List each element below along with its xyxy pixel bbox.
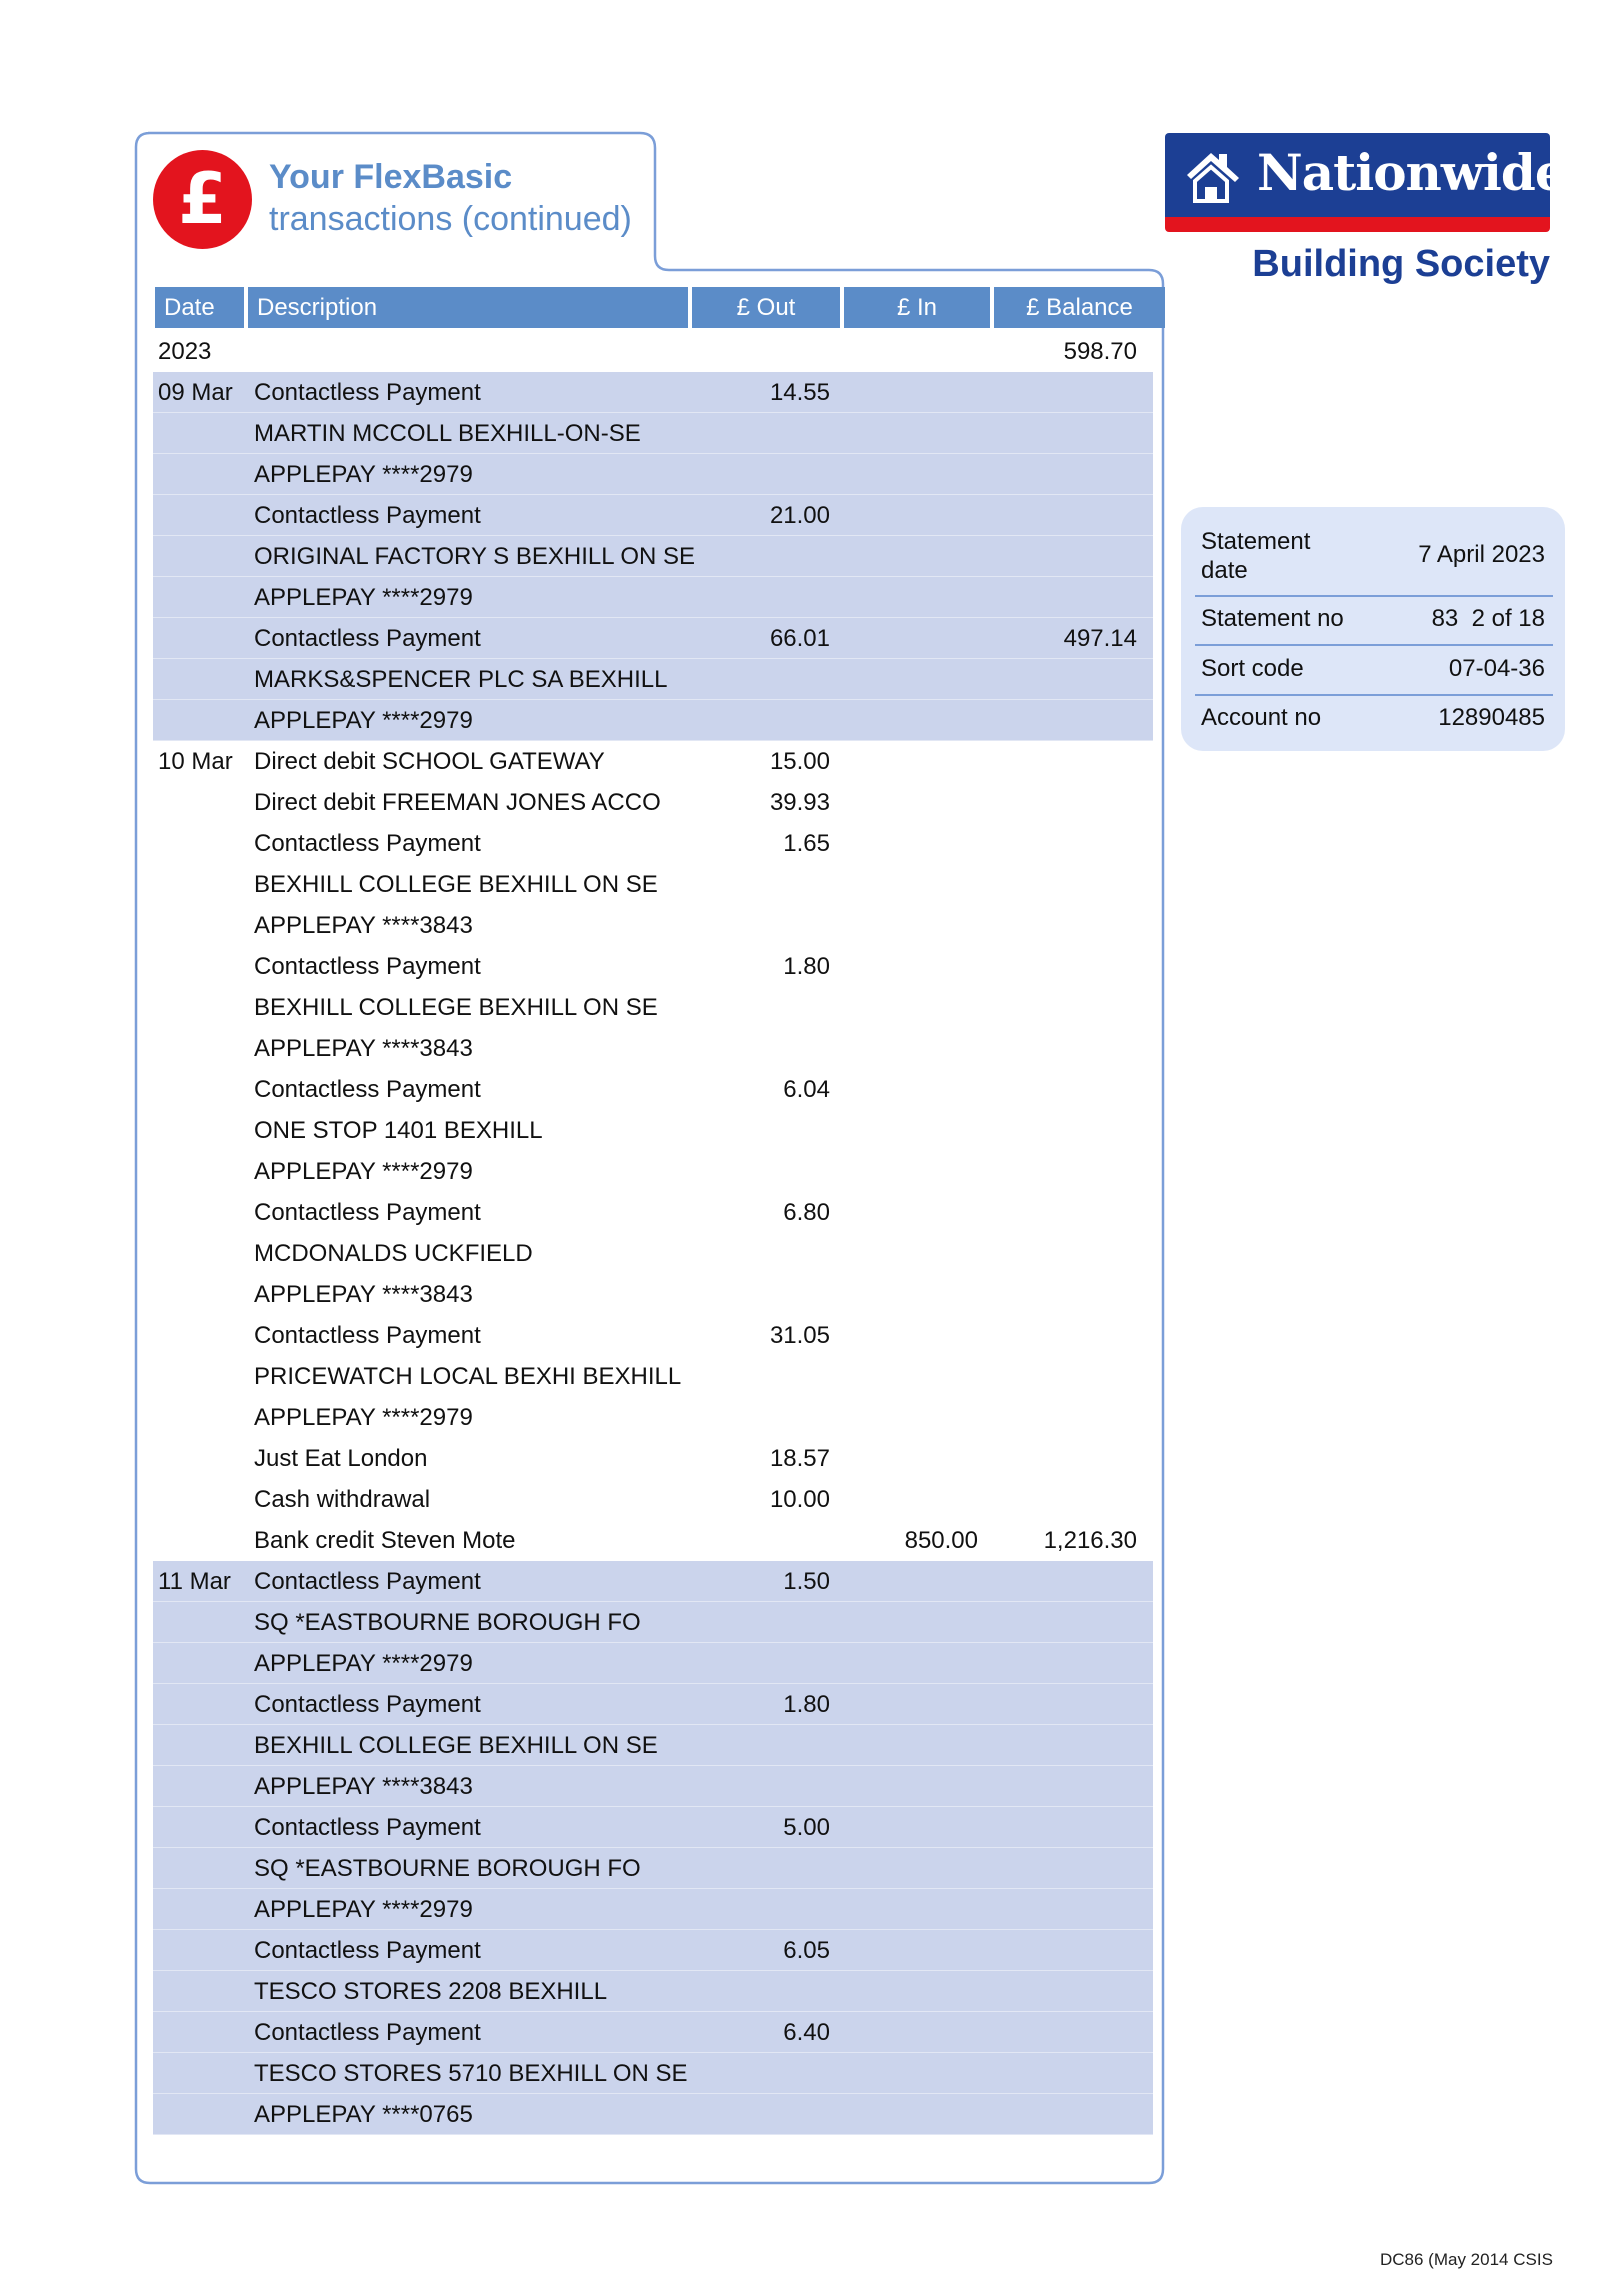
table-row (153, 413, 1153, 454)
out-amount-cell: 10.00 (769, 1486, 830, 1513)
description-cell: APPLEPAY ****2979 (254, 1158, 473, 1185)
table-row (153, 1602, 1153, 1643)
table-row (153, 659, 1153, 700)
column-header-in: £ In (844, 287, 990, 328)
description-cell: APPLEPAY ****2979 (254, 1896, 473, 1923)
balance-cell: 497.14 (1063, 625, 1137, 652)
house-shield-icon (1181, 145, 1245, 209)
description-cell: SQ *EASTBOURNE BOROUGH FO (254, 1855, 641, 1882)
logo-wordmark: Nationwide (1257, 143, 1566, 202)
out-amount-cell: 14.55 (769, 379, 830, 406)
account-no-value: 12890485 (1438, 704, 1545, 731)
description-cell: Contactless Payment (254, 1814, 481, 1841)
description-cell: MARTIN MCCOLL BEXHILL-ON-SE (254, 420, 641, 447)
description-cell: APPLEPAY ****3843 (254, 1281, 473, 1308)
description-cell: APPLEPAY ****2979 (254, 461, 473, 488)
summary-row-statement-no (1201, 605, 1553, 637)
pound-icon: £ (153, 150, 252, 249)
out-amount-cell: 15.00 (769, 748, 830, 775)
date-cell: 2023 (158, 338, 212, 365)
description-cell: APPLEPAY ****2979 (254, 707, 473, 734)
table-row (153, 1151, 1153, 1192)
table-row (153, 2094, 1153, 2135)
description-cell: Contactless Payment (254, 953, 481, 980)
description-cell: Contactless Payment (254, 1076, 481, 1103)
description-cell: Contactless Payment (254, 1691, 481, 1718)
summary-label (1201, 527, 1310, 585)
balance-cell: 1,216.30 (1043, 1527, 1137, 1554)
out-amount-cell: 39.93 (769, 789, 830, 816)
table-row (153, 1397, 1153, 1438)
description-cell: Contactless Payment (254, 830, 481, 857)
account-no-label: Account no (1201, 704, 1322, 731)
summary-row-statement-date (1201, 527, 1553, 587)
description-cell: APPLEPAY ****2979 (254, 1650, 473, 1677)
summary-row-account-no (1201, 704, 1553, 736)
table-row (153, 1356, 1153, 1397)
description-cell: Contactless Payment (254, 2019, 481, 2046)
table-row (153, 1520, 1153, 1561)
out-amount-cell: 21.00 (769, 502, 830, 529)
nationwide-logo (1165, 133, 1566, 285)
description-cell: APPLEPAY ****3843 (254, 1035, 473, 1062)
statement-summary (1181, 507, 1565, 751)
table-row (153, 577, 1153, 618)
table-row (153, 905, 1153, 946)
description-cell: MARKS&SPENCER PLC SA BEXHILL (254, 666, 668, 693)
table-row (153, 1233, 1153, 1274)
date-cell: 10 Mar (158, 748, 233, 775)
description-cell: Contactless Payment (254, 625, 481, 652)
table-row (153, 372, 1153, 413)
out-amount-cell: 1.65 (783, 830, 830, 857)
description-cell: Just Eat London (254, 1445, 428, 1472)
description-cell: Contactless Payment (254, 379, 481, 406)
out-amount-cell: 66.01 (769, 625, 830, 652)
description-cell: Direct debit SCHOOL GATEWAY (254, 748, 605, 775)
table-row (153, 1643, 1153, 1684)
summary-divider (1195, 595, 1553, 597)
table-row (153, 1192, 1153, 1233)
description-cell: Contactless Payment (254, 1937, 481, 1964)
logo-subtitle: Building Society (1252, 243, 1550, 285)
column-header-description: Description (248, 287, 688, 328)
out-amount-cell: 18.57 (769, 1445, 830, 1472)
title-line-2: transactions (continued) (269, 200, 632, 238)
description-cell: SQ *EASTBOURNE BOROUGH FO (254, 1609, 641, 1636)
description-cell: APPLEPAY ****2979 (254, 584, 473, 611)
table-row (153, 1479, 1153, 1520)
description-cell: Contactless Payment (254, 502, 481, 529)
table-row (153, 331, 1153, 372)
balance-cell: 598.70 (1063, 338, 1137, 365)
table-row (153, 782, 1153, 823)
table-row (153, 1725, 1153, 1766)
summary-divider (1195, 644, 1553, 646)
description-cell: ONE STOP 1401 BEXHILL (254, 1117, 543, 1144)
table-row (153, 618, 1153, 659)
description-cell: ORIGINAL FACTORY S BEXHILL ON SE (254, 543, 696, 570)
column-header-balance: £ Balance (994, 287, 1165, 328)
table-row (153, 454, 1153, 495)
description-cell: MCDONALDS UCKFIELD (254, 1240, 533, 1267)
statement-date-label-line1: Statement (1201, 528, 1311, 555)
description-cell: PRICEWATCH LOCAL BEXHI BEXHILL (254, 1363, 682, 1390)
table-row (153, 1110, 1153, 1151)
sort-code-value: 07-04-36 (1448, 655, 1545, 682)
description-cell: APPLEPAY ****0765 (254, 2101, 473, 2128)
column-header-out: £ Out (692, 287, 840, 328)
description-cell: Contactless Payment (254, 1199, 481, 1226)
out-amount-cell: 6.40 (783, 2019, 830, 2046)
table-row (153, 1684, 1153, 1725)
table-row (153, 495, 1153, 536)
title-line-1: Your FlexBasic (269, 158, 513, 196)
sort-code-label: Sort code (1201, 655, 1304, 682)
table-row (153, 741, 1153, 782)
out-amount-cell: 31.05 (769, 1322, 830, 1349)
table-row (153, 700, 1153, 741)
table-row (153, 1028, 1153, 1069)
table-row (153, 1930, 1153, 1971)
in-amount-cell: 850.00 (904, 1527, 978, 1554)
description-cell: BEXHILL COLLEGE BEXHILL ON SE (254, 994, 658, 1021)
table-row (153, 2053, 1153, 2094)
description-cell: APPLEPAY ****3843 (254, 912, 473, 939)
summary-row-sort-code (1201, 655, 1553, 687)
table-row (153, 1315, 1153, 1356)
description-cell: Contactless Payment (254, 1568, 481, 1595)
table-row (153, 823, 1153, 864)
description-cell: BEXHILL COLLEGE BEXHILL ON SE (254, 1732, 658, 1759)
table-row (153, 1807, 1153, 1848)
description-cell: Bank credit Steven Mote (254, 1527, 516, 1554)
table-row (153, 1561, 1153, 1602)
statement-no-value: 83 2 of 18 (1431, 605, 1545, 632)
date-cell: 09 Mar (158, 379, 233, 406)
description-cell: Contactless Payment (254, 1322, 481, 1349)
table-row (153, 2012, 1153, 2053)
column-header-date: Date (155, 287, 244, 328)
logo-red-stripe (1165, 217, 1550, 232)
out-amount-cell: 6.04 (783, 1076, 830, 1103)
description-cell: BEXHILL COLLEGE BEXHILL ON SE (254, 871, 658, 898)
description-cell: Cash withdrawal (254, 1486, 431, 1513)
form-code: DC86 (May 2014 CSIS (1380, 2250, 1553, 2269)
statement-date-value: 7 April 2023 (1418, 541, 1545, 568)
table-row (153, 1274, 1153, 1315)
table-row (153, 1069, 1153, 1110)
description-cell: TESCO STORES 5710 BEXHILL ON SE (254, 2060, 688, 2087)
description-cell: APPLEPAY ****3843 (254, 1773, 473, 1800)
table-row (153, 1438, 1153, 1479)
out-amount-cell: 1.50 (783, 1568, 830, 1595)
table-row (153, 1848, 1153, 1889)
out-amount-cell: 1.80 (783, 1691, 830, 1718)
table-row (153, 536, 1153, 577)
out-amount-cell: 1.80 (783, 953, 830, 980)
summary-divider (1195, 694, 1553, 696)
table-row (153, 1971, 1153, 2012)
table-row (153, 1889, 1153, 1930)
table-row (153, 987, 1153, 1028)
out-amount-cell: 6.05 (783, 1937, 830, 1964)
out-amount-cell: 6.80 (783, 1199, 830, 1226)
description-cell: APPLEPAY ****2979 (254, 1404, 473, 1431)
table-row (153, 864, 1153, 905)
table-row (153, 1766, 1153, 1807)
statement-no-label: Statement no (1201, 605, 1344, 632)
table-row (153, 946, 1153, 987)
out-amount-cell: 5.00 (783, 1814, 830, 1841)
date-cell: 11 Mar (158, 1568, 231, 1595)
description-cell: Direct debit FREEMAN JONES ACCO (254, 789, 661, 816)
statement-date-label-line2: date (1201, 557, 1248, 584)
description-cell: TESCO STORES 2208 BEXHILL (254, 1978, 608, 2005)
section-title (153, 150, 653, 260)
